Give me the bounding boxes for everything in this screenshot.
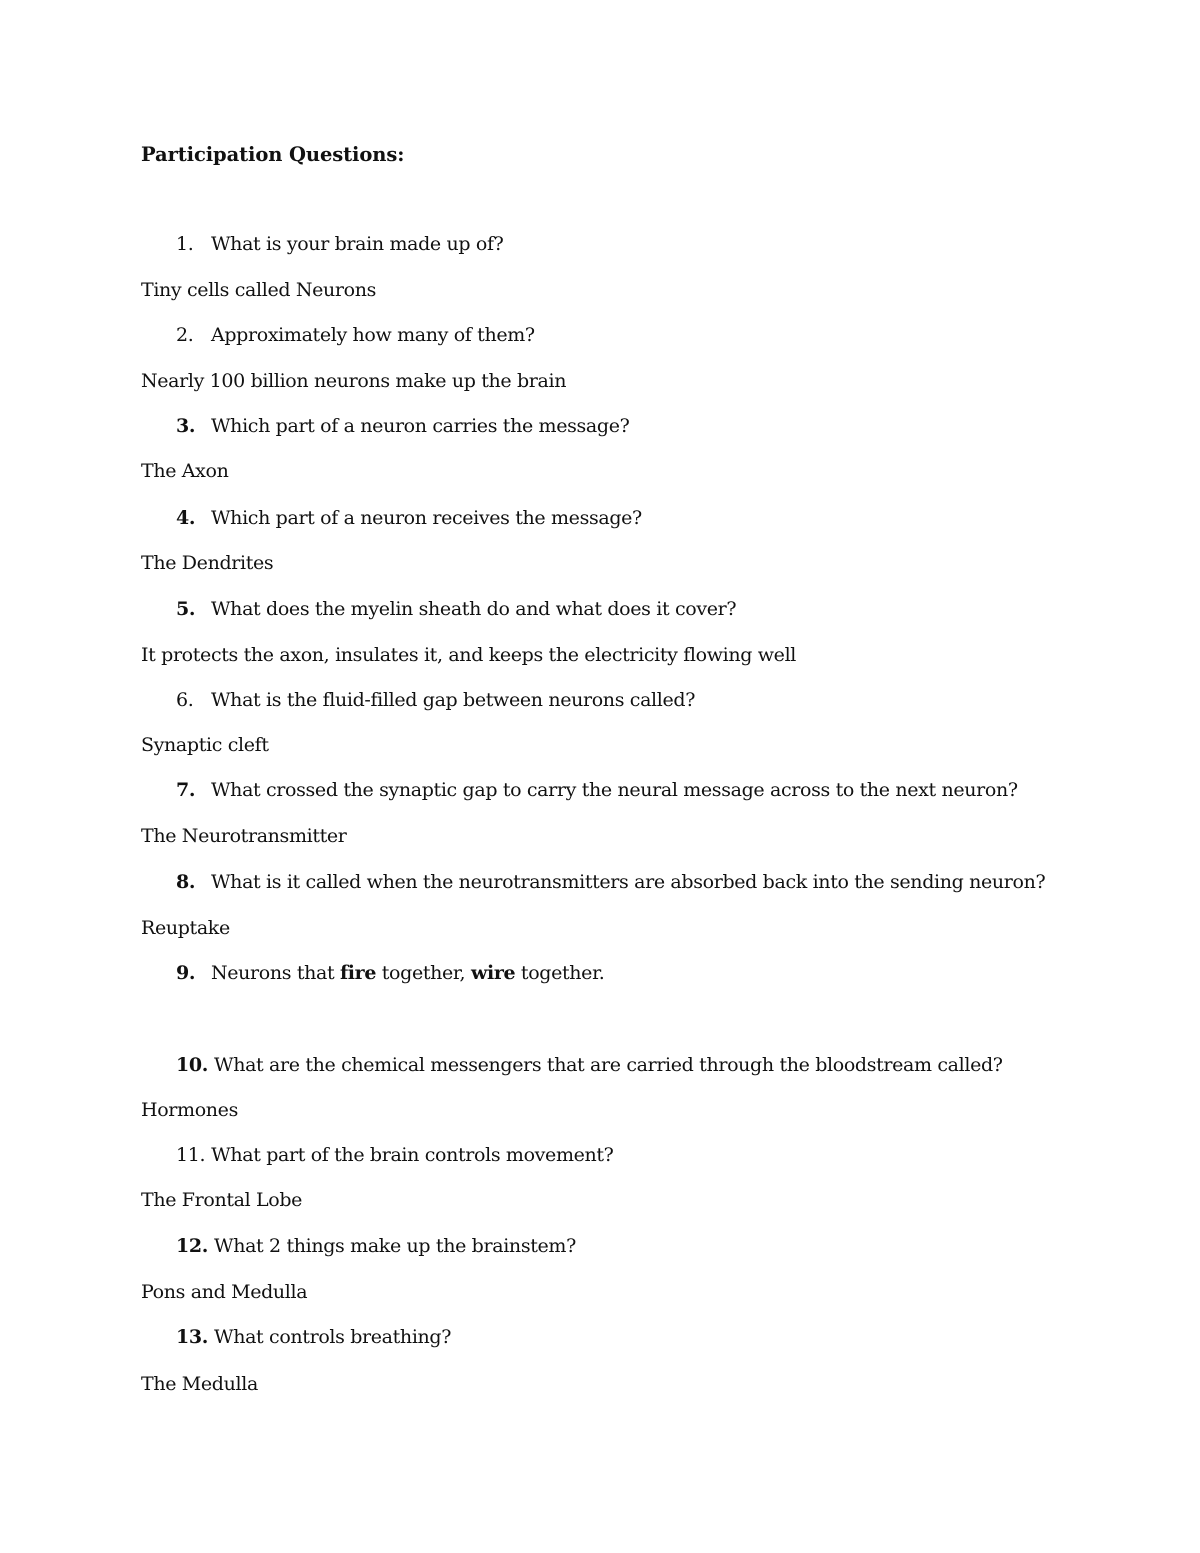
question-text: What 2 things make up the brainstem? [214, 1235, 576, 1257]
emphasis-wire: wire [470, 962, 516, 984]
question-text: What is your brain made up of? [211, 233, 504, 255]
answer-11: The Frontal Lobe [141, 1189, 303, 1211]
question-13 [176, 1324, 451, 1350]
question-number: 1. [176, 233, 194, 255]
answer-1: Tiny cells called Neurons [141, 279, 377, 301]
answer-7: The Neurotransmitter [141, 825, 347, 847]
question-text-part: together, [376, 962, 471, 984]
answer-10: Hormones [141, 1099, 238, 1121]
question-number: 5. [176, 598, 196, 620]
page-title: Participation Questions: [141, 143, 405, 166]
question-10 [176, 1052, 1003, 1078]
question-text: What crossed the synaptic gap to carry the neural message across to the next neuron? [211, 779, 1018, 801]
question-number: 10. [176, 1054, 209, 1076]
answer-5: It protects the axon, insulates it, and keeps the electricity flowing well [141, 644, 797, 666]
question-text: What are the chemical messengers that are carried through the bloodstream called? [214, 1054, 1003, 1076]
question-text: Approximately how many of them? [211, 324, 535, 346]
question-number: 6. [176, 689, 194, 711]
question-number: 12. [176, 1235, 209, 1257]
answer-4: The Dendrites [141, 552, 274, 574]
question-4 [176, 505, 642, 531]
answer-13: The Medulla [141, 1373, 258, 1395]
question-2 [176, 322, 535, 348]
question-8 [176, 869, 1045, 895]
question-text: What is it called when the neurotransmitters are absorbed back into the sending neuron? [211, 871, 1046, 893]
question-number: 9. [176, 962, 196, 984]
question-text-part: Neurons that [211, 962, 340, 984]
emphasis-fire: fire [339, 962, 377, 984]
question-number: 13. [176, 1326, 209, 1348]
question-text: What is the fluid-filled gap between neurons called? [211, 689, 696, 711]
question-text: What does the myelin sheath do and what does it cover? [211, 598, 737, 620]
answer-3: The Axon [141, 460, 229, 482]
question-number: 2. [176, 324, 194, 346]
question-1 [176, 231, 503, 257]
question-number: 3. [176, 415, 196, 437]
question-5 [176, 596, 736, 622]
question-3 [176, 413, 629, 439]
question-text-part: together. [515, 962, 605, 984]
question-9 [176, 960, 604, 986]
question-11 [176, 1142, 614, 1168]
answer-8: Reuptake [141, 917, 230, 939]
answer-6: Synaptic cleft [141, 734, 269, 756]
answer-2: Nearly 100 billion neurons make up the brain [141, 370, 567, 392]
question-number: 7. [176, 779, 196, 801]
question-number: 11. [176, 1144, 206, 1166]
question-number: 4. [176, 507, 196, 529]
question-number: 8. [176, 871, 196, 893]
question-7 [176, 777, 1018, 803]
question-12 [176, 1233, 576, 1259]
question-text: Which part of a neuron receives the message? [211, 507, 642, 529]
question-text: Which part of a neuron carries the message? [211, 415, 630, 437]
question-text: What controls breathing? [214, 1326, 452, 1348]
question-6 [176, 687, 695, 713]
question-text: What part of the brain controls movement? [211, 1144, 614, 1166]
answer-12: Pons and Medulla [141, 1281, 308, 1303]
